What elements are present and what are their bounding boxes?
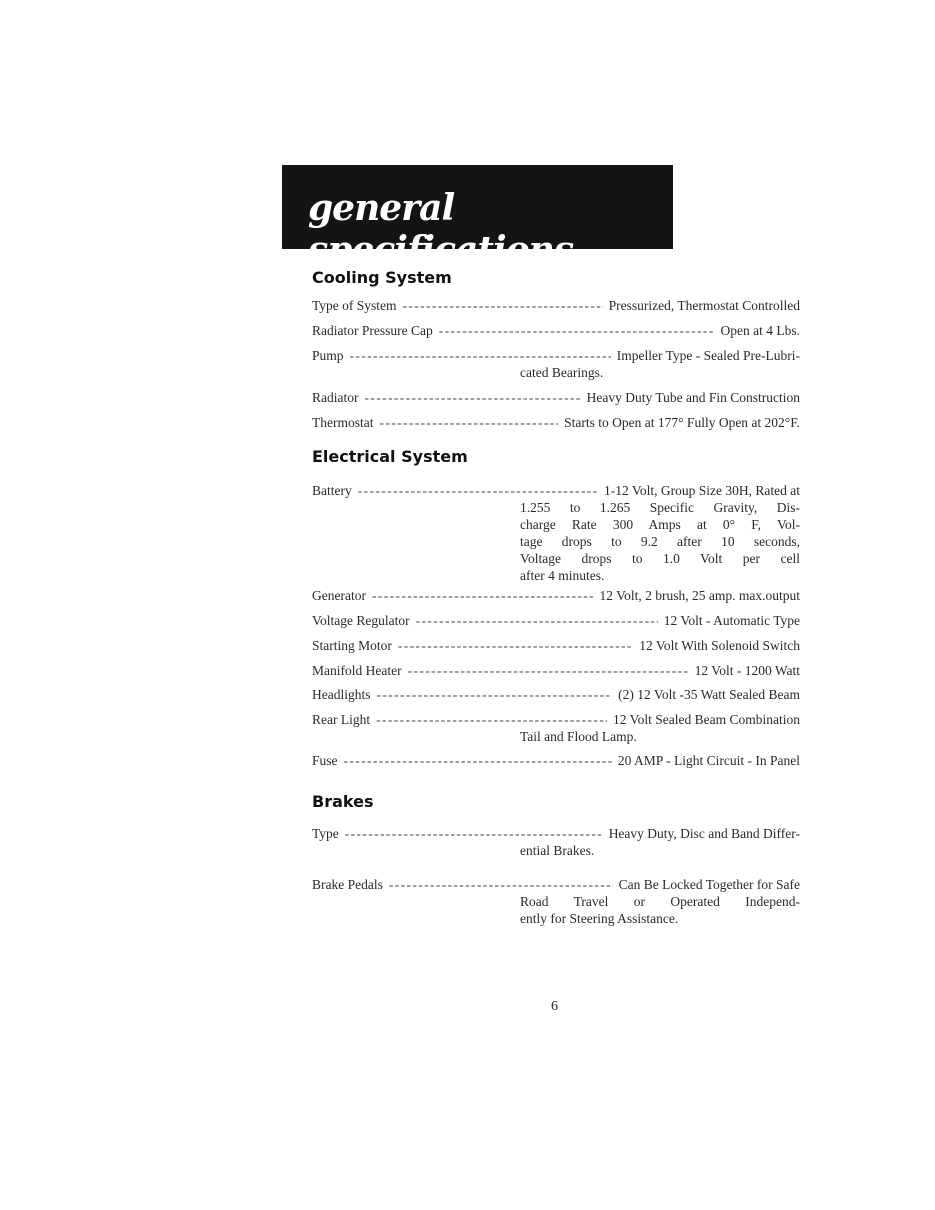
- spec-row: [312, 322, 800, 339]
- spec-label: Fuse: [312, 753, 338, 768]
- dash-leader: [365, 389, 581, 406]
- spec-row: [312, 297, 800, 314]
- spec-label: Generator: [312, 588, 366, 603]
- spec-label: Thermostat: [312, 415, 374, 430]
- spec-value: (2) 12 Volt -35 Watt Sealed Beam: [618, 687, 800, 702]
- spec-value: Can Be Locked Together for Safe: [618, 877, 800, 892]
- spec-value: 12 Volt Sealed Beam Combination: [613, 712, 800, 727]
- spec-value-continued: 1.255 to 1.265 Specific Gravity, Dis-: [520, 500, 800, 515]
- dash-leader: [344, 752, 612, 769]
- spec-label: Radiator: [312, 390, 359, 405]
- spec-value: 1-12 Volt, Group Size 30H, Rated at: [604, 483, 800, 498]
- dash-leader: [379, 414, 558, 431]
- spec-label: Battery: [312, 483, 352, 498]
- spec-value-continued: cated Bearings.: [520, 365, 604, 380]
- spec-value-continued: tage drops to 9.2 after 10 seconds,: [520, 534, 800, 549]
- spec-value-continued: charge Rate 300 Amps at 0° F, Vol-: [520, 517, 800, 532]
- spec-value-continued: Tail and Flood Lamp.: [520, 729, 637, 744]
- spec-label: Starting Motor: [312, 638, 392, 653]
- spec-row: [312, 587, 800, 604]
- dash-leader: [376, 711, 607, 728]
- dash-leader: [408, 662, 689, 679]
- spec-label: Brake Pedals: [312, 877, 383, 892]
- dash-leader: [398, 637, 633, 654]
- section-heading: Electrical System: [312, 447, 468, 466]
- dash-leader: [372, 587, 594, 604]
- spec-label: Pump: [312, 348, 344, 363]
- spec-value: 12 Volt - 1200 Watt: [694, 663, 800, 678]
- dash-leader: [345, 825, 603, 842]
- page-number: 6: [551, 999, 558, 1014]
- page-title: general specifications: [308, 187, 574, 271]
- spec-value: 12 Volt, 2 brush, 25 amp. max.output: [599, 588, 800, 603]
- spec-label: Radiator Pressure Cap: [312, 323, 433, 338]
- spec-value: Heavy Duty Tube and Fin Construction: [586, 390, 800, 405]
- spec-value: Heavy Duty, Disc and Band Differ-: [608, 826, 800, 841]
- spec-row: [312, 825, 800, 859]
- spec-row: [312, 711, 800, 745]
- section-heading: Cooling System: [312, 268, 452, 287]
- spec-value-continued: ential Brakes.: [520, 843, 595, 858]
- spec-label: Headlights: [312, 687, 371, 702]
- spec-row: [312, 612, 800, 629]
- spec-value-continued: Voltage drops to 1.0 Volt per cell: [520, 551, 800, 566]
- dash-leader: [358, 482, 598, 499]
- spec-value: 20 AMP - Light Circuit - In Panel: [617, 753, 800, 768]
- spec-label: Voltage Regulator: [312, 613, 410, 628]
- spec-row: [312, 482, 800, 584]
- spec-row: [312, 389, 800, 406]
- spec-row: [312, 876, 800, 927]
- spec-value-continued: ently for Steering Assistance.: [520, 911, 679, 926]
- spec-value-continued: Road Travel or Operated Independ-: [520, 894, 800, 909]
- spec-row: [312, 752, 800, 769]
- spec-value: Starts to Open at 177° Fully Open at 202°F.: [564, 415, 800, 430]
- dash-leader: [350, 347, 611, 364]
- dash-leader: [389, 876, 613, 893]
- spec-value: Impeller Type - Sealed Pre-Lubri-: [616, 348, 800, 363]
- spec-label: Manifold Heater: [312, 663, 402, 678]
- spec-value: 12 Volt With Solenoid Switch: [639, 638, 800, 653]
- spec-value: Open at 4 Lbs.: [720, 323, 800, 338]
- spec-row: [312, 662, 800, 679]
- spec-row: [312, 686, 800, 703]
- dash-leader: [403, 297, 603, 314]
- title-banner: [282, 165, 673, 271]
- dash-leader: [416, 612, 658, 629]
- spec-row: [312, 637, 800, 654]
- spec-row: [312, 347, 800, 381]
- spec-label: Type: [312, 826, 339, 841]
- section-heading: Brakes: [312, 792, 374, 811]
- dash-leader: [439, 322, 715, 339]
- spec-label: Rear Light: [312, 712, 371, 727]
- spec-value: Pressurized, Thermostat Controlled: [608, 298, 800, 313]
- dash-leader: [377, 686, 613, 703]
- spec-value: 12 Volt - Automatic Type: [663, 613, 800, 628]
- spec-row: [312, 414, 800, 431]
- spec-value-continued: after 4 minutes.: [520, 568, 605, 583]
- spec-label: Type of System: [312, 298, 397, 313]
